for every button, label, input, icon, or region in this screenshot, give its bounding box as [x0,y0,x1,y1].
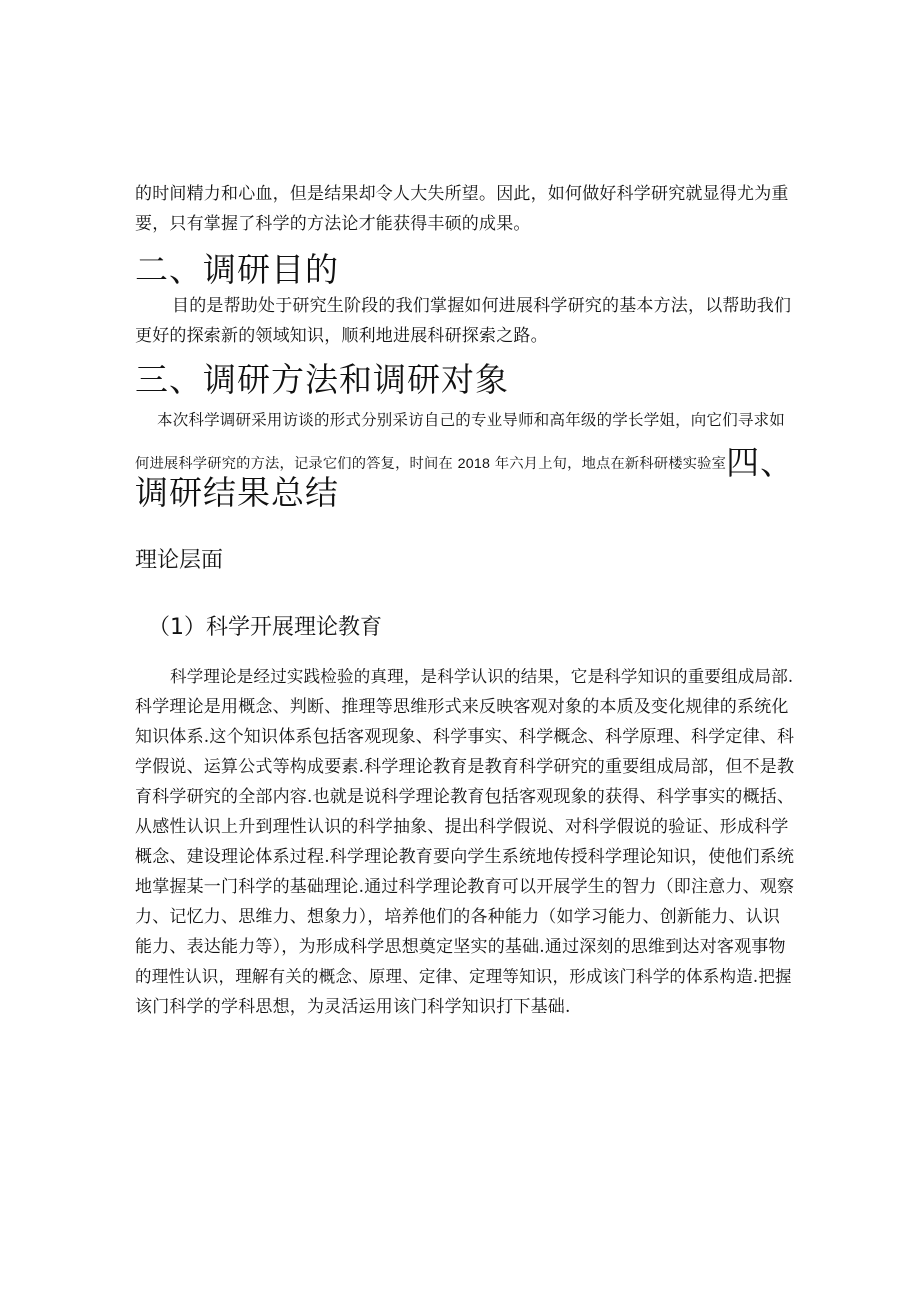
paragraph-line: 科学理论是用概念、判断、推理等思维形式来反映客观对象的本质及变化规律的系统化 [135,697,789,717]
section-heading: 调研结果总结 [135,473,339,512]
paragraph-line: 学假说、运算公式等构成要素.科学理论教育是教育科学研究的重要组成局部，但不是教 [135,757,795,777]
paragraph-line: 能力、表达能力等），为形成科学思想奠定坚实的基础.通过深刻的思维到达对客观事物 [135,937,786,957]
paragraph-text: 何进展科学研究的方法，记录它们的答复，时间在 [135,456,458,472]
paragraph-line: 更好的探索新的领域知识，顺利地进展科研探索之路。 [135,326,548,346]
section-heading: 三、调研方法和调研对象 [135,360,509,399]
paragraph-text: 年六月上旬，地点在新科研楼实验室 [490,456,727,472]
paragraph-line: 目的是帮助处于研究生阶段的我们掌握如何进展科学研究的基本方法，以帮助我们 [172,296,792,316]
paragraph-line: 该门科学的学科思想，为灵活运用该门科学知识打下基础. [135,997,571,1017]
paragraph-line: 地掌握某一门科学的基础理论.通过科学理论教育可以开展学生的智力（即注意力、观察 [135,877,795,897]
paragraph-line: 育科学研究的全部内容.也就是说科学理论教育包括客观现象的获得、科学事实的概括、 [135,787,795,807]
paragraph-line: 从感性认识上升到理性认识的科学抽象、提出科学假说、对科学假说的验证、形成科学 [135,817,789,837]
paragraph-line: 科学理论是经过实践检验的真理，是科学认识的结果，它是科学知识的重要组成局部. [170,667,794,686]
paragraph-line: 的理性认识，理解有关的概念、原理、定律、定理等知识，形成该门科学的体系构造.把握 [135,967,792,986]
section-heading-part: 四、 [726,443,795,482]
section-heading: 二、调研目的 [135,250,339,289]
paragraph-line: 本次科学调研采用访谈的形式分别采访自己的专业导师和高年级的学长学姐，向它们寻求如 [157,411,786,429]
paragraph-line: 力、记忆力、思维力、想象力），培养他们的各种能力（如学习能力、创新能力、认识 [135,907,781,927]
year-value: 2018 [457,456,491,472]
paragraph-line: 要，只有掌握了科学的方法论才能获得丰硕的成果。 [135,214,531,234]
subsubsection-title: （1）科学开展理论教育 [148,615,382,640]
paragraph-line: 概念、建设理论体系过程.科学理论教育要向学生系统地传授科学理论知识，使他们系统 [135,847,795,867]
paragraph-line: 知识体系.这个知识体系包括客观现象、科学事实、科学概念、科学原理、科学定律、科 [135,727,795,747]
subsection-title: 理论层面 [135,548,224,573]
paragraph-line: 的时间精力和心血，但是结果却令人大失所望。因此，如何做好科学研究就显得尤为重 [135,184,789,204]
